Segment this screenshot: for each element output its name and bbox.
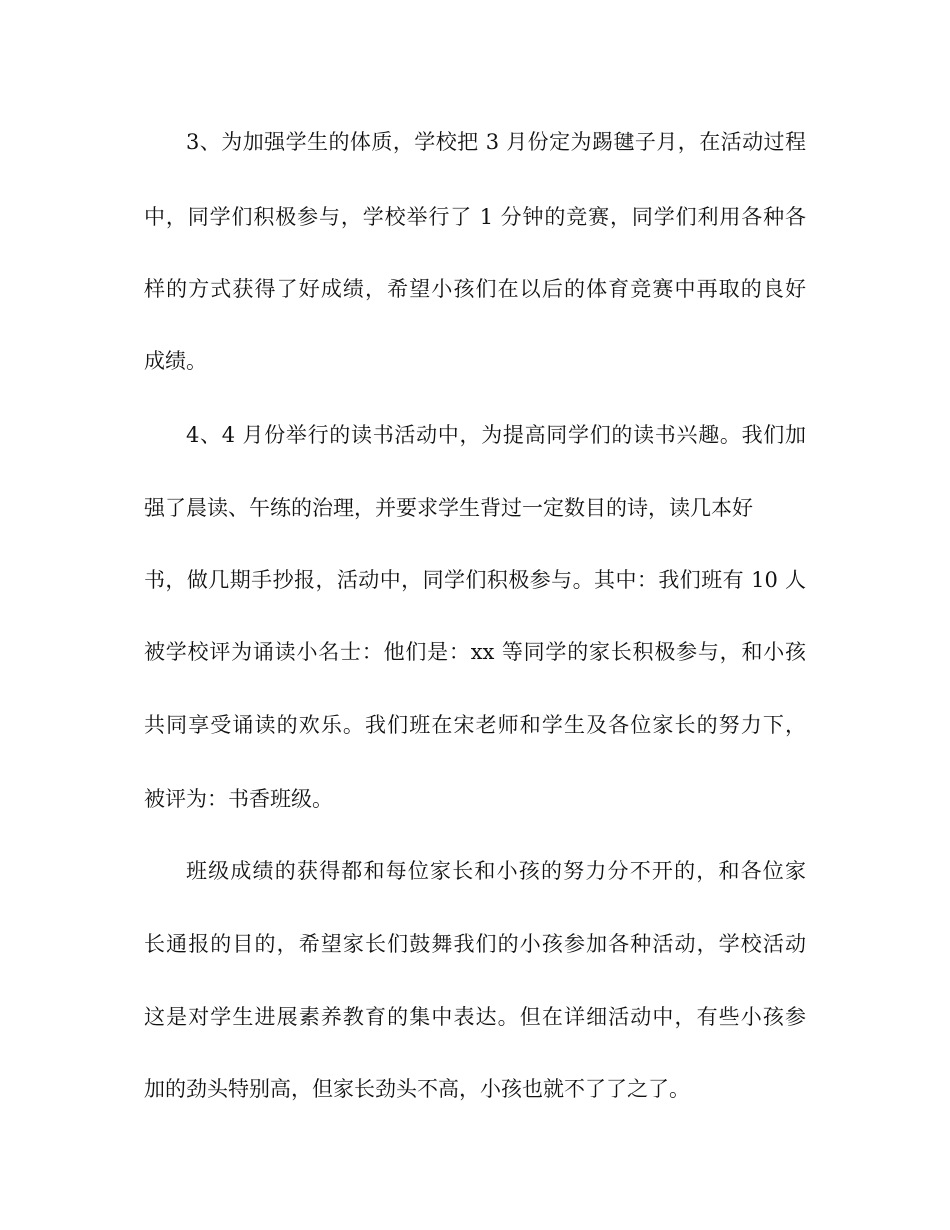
paragraph-4-line-5: 共同享受诵读的欢乐。我们班在宋老师和学生及各位家长的努力下， xyxy=(144,713,806,737)
paragraph-3-line-2: 中，同学们积极参与，学校举行了 1 分钟的竞赛，同学们利用各种各 xyxy=(144,205,806,229)
paragraph-4-line-3: 书，做几期手抄报，活动中，同学们积极参与。其中：我们班有 10 人 xyxy=(144,568,806,592)
paragraph-5-line-4: 加的劲头特别高，但家长劲头不高，小孩也就不了了之了。 xyxy=(144,1077,690,1101)
paragraph-3-line-1: 3、为加强学生的体质，学校把 3 月份定为踢毽子月，在活动过程 xyxy=(186,130,806,154)
paragraph-4-line-1: 4、4 月份举行的读书活动中，为提高同学们的读书兴趣。我们加 xyxy=(186,423,806,447)
paragraph-4-line-4: 被学校评为诵读小名士：他们是：xx 等同学的家长积极参与，和小孩 xyxy=(144,640,806,664)
paragraph-5-line-3: 这是对学生进展素养教育的集中表达。但在详细活动中，有些小孩参 xyxy=(144,1005,806,1029)
paragraph-5-line-2: 长通报的目的，希望家长们鼓舞我们的小孩参加各种活动，学校活动 xyxy=(144,932,806,956)
paragraph-5-line-1: 班级成绩的获得都和每位家长和小孩的努力分不开的，和各位家 xyxy=(186,859,806,883)
paragraph-3-line-4: 成绩。 xyxy=(144,349,207,373)
paragraph-4-line-2: 强了晨读、午练的治理，并要求学生背过一定数目的诗，读几本好 xyxy=(144,496,753,520)
paragraph-3-line-3: 样的方式获得了好成绩，希望小孩们在以后的体育竞赛中再取的良好 xyxy=(144,277,806,301)
paragraph-4-line-6: 被评为：书香班级。 xyxy=(144,787,333,811)
